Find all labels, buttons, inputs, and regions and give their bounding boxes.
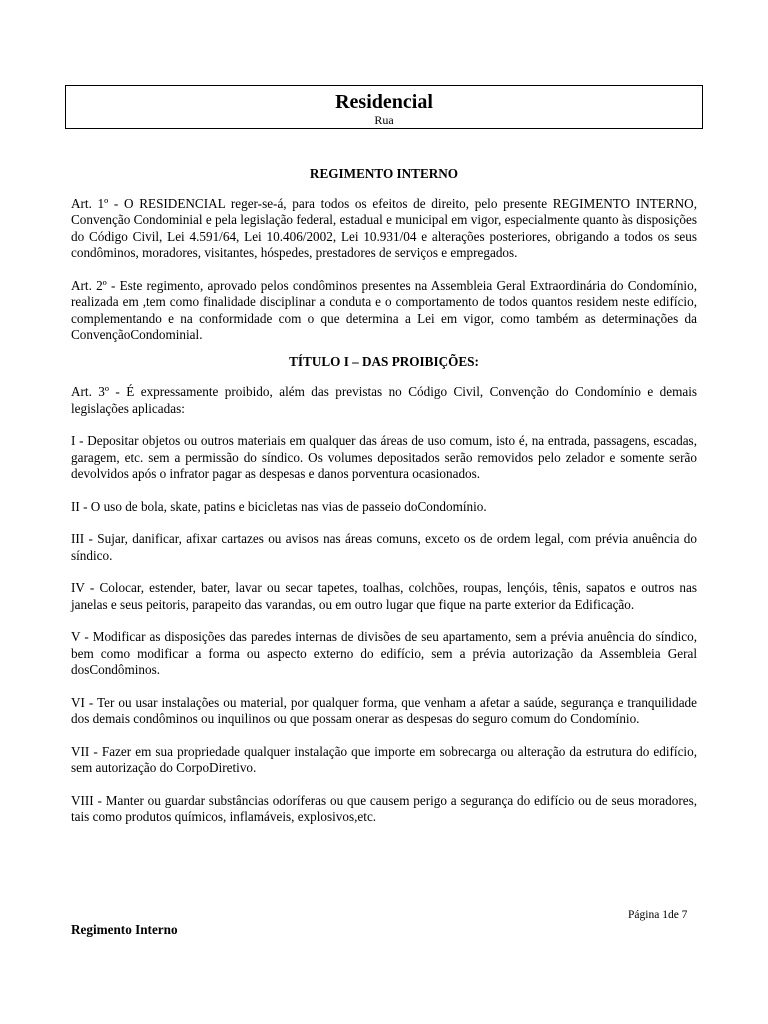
item-3: III - Sujar, danificar, afixar cartazes ou avisos nas áreas comuns, exceto os de ordem legal, com prévia anuência do síndico. xyxy=(71,531,697,563)
page-current: 1 xyxy=(662,909,668,921)
item-7: VII - Fazer em sua propriedade qualquer instalação que importe em sobrecarga ou alteração da estrutura do edifício, sem autorização do CorpoDiretivo. xyxy=(71,743,697,775)
item-6: VI - Ter ou usar instalações ou material, por qualquer forma, que venham a afetar a saúde, segurança e tranquilidade dos demais condôminos ou inquilinos ou que possam onerar as despesas do seguro comum do Condomínio. xyxy=(71,694,697,726)
document-body xyxy=(71,166,697,842)
article-2: Art. 2º - Este regimento, aprovado pelos condôminos presentes na Assembleia Geral Extraordinária do Condomínio, realizada em ,tem como finalidade disciplinar a conduta e o comportamento de todos quantos residem neste edifício, complementando e na conformidade com o que determina a Lei em vigor, como também as determinações da ConvençãoCondominial. xyxy=(71,277,697,342)
item-5: V - Modificar as disposições das paredes internas de divisões de seu apartamento, sem a prévia anuência do síndico, bem como modificar a forma ou aspecto externo do edifício, sem a prévia autorização da Assembleia Geral dosCondôminos. xyxy=(71,629,697,677)
article-1: Art. 1º - O RESIDENCIAL reger-se-á, para todos os efeitos de direito, pelo presente REGIMENTO INTERNO, Convenção Condominial e pela legislação federal, estadual e municipal em vigor, especialmente quanto às disposições do Código Civil, Lei 4.591/64, Lei 10.406/2002, Lei 10.931/04 e alterações posteriores, obrigando a todos os seus condôminos, moradores, visitantes, hóspedes, prestadores de serviços e empregados. xyxy=(71,195,697,260)
page-of: de xyxy=(667,909,682,921)
item-1: I - Depositar objetos ou outros materiais em qualquer das áreas de uso comum, isto é, na entrada, passagens, escadas, garagem, etc. sem a permissão do síndico. Os volumes depositados serão removidos pelo zelador e somente serão devolvidos após o infrator pagar as despesas e danos porventura ocasionados. xyxy=(71,433,697,481)
title-1-heading: TÍTULO I – DAS PROIBIÇÕES: xyxy=(289,353,479,369)
item-2: II - O uso de bola, skate, patins e bicicletas nas vias de passeio doCondomínio. xyxy=(71,498,487,514)
page-prefix: Página xyxy=(628,909,663,921)
page-number xyxy=(628,909,687,921)
header-subtitle: Rua xyxy=(374,113,394,127)
item-8: VIII - Manter ou guardar substâncias odoríferas ou que causem perigo a segurança do edifício ou de seus moradores, tais como produtos químicos, inflamáveis, explosivos,etc. xyxy=(71,792,697,824)
document-heading: REGIMENTO INTERNO xyxy=(309,166,459,181)
item-4: IV - Colocar, estender, bater, lavar ou secar tapetes, toalhas, colchões, roupas, lençóis, tênis, sapatos e outros nas janelas e seus peitoris, parapeito das varandas, ou em outro lugar que fique na parte exterior da Edificação. xyxy=(71,580,697,612)
header-title: Residencial xyxy=(335,91,433,113)
footer-document-title: Regimento Interno xyxy=(71,922,178,937)
page-total: 7 xyxy=(681,909,688,921)
article-3: Art. 3º - É expressamente proibido, além das previstas no Código Civil, Convenção do Condomínio e demais legislações aplicadas: xyxy=(71,384,697,416)
header-box xyxy=(65,85,703,129)
